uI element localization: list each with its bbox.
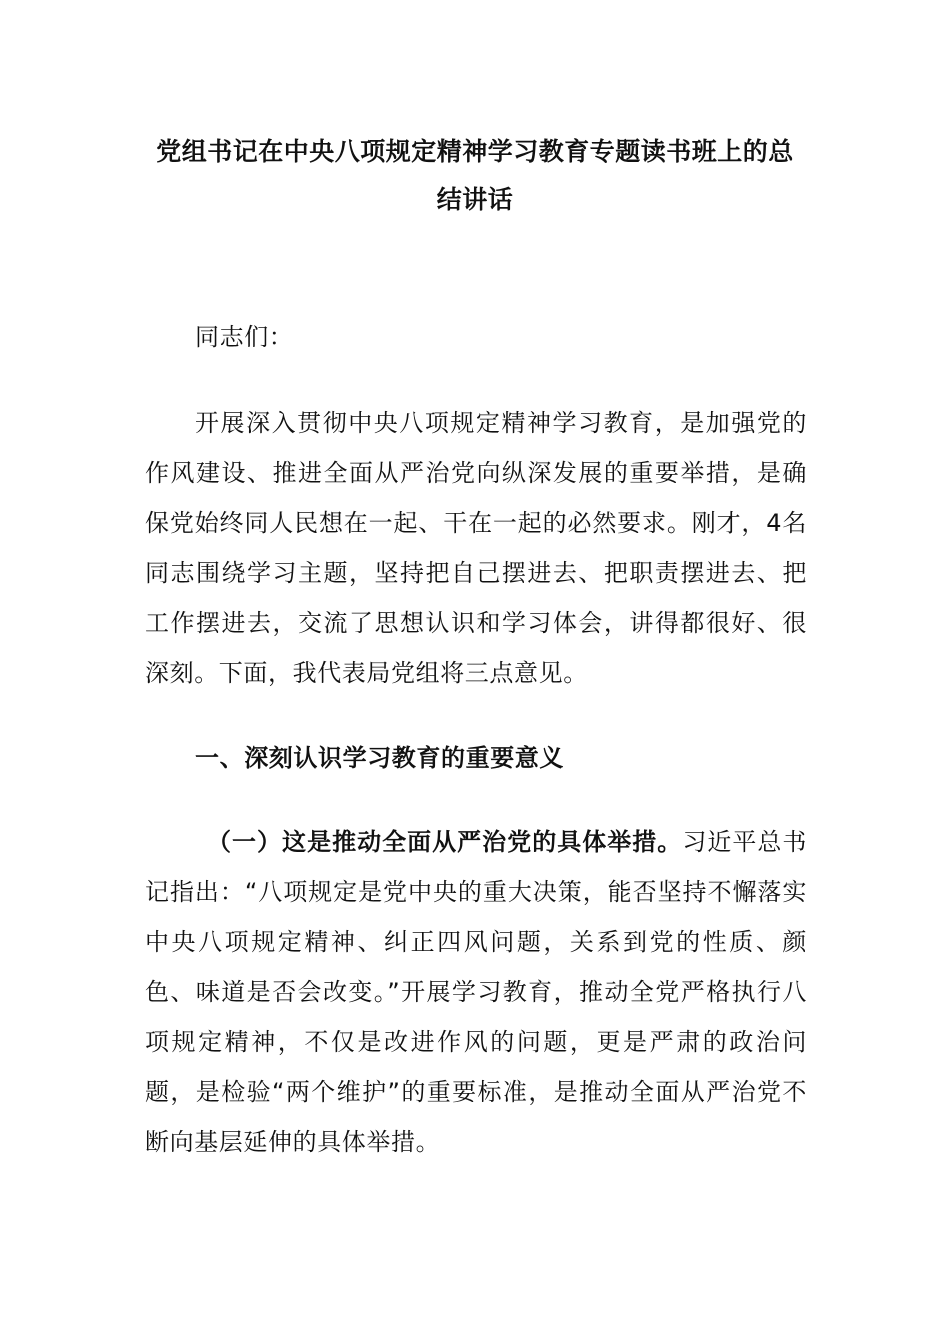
subsection-body: 习近平总书记指出：“八项规定是党中央的重大决策，能否坚持不懈落实中央八项规定精神、纠正四风问题，关系到党的性质、颜色、味道是否会改变。”开展学习教育，推动全党严格执行八项规定精神，不仅是改进作风的问题，更是严肃的政治问题，是检验“两个维护”的重要标准，是推动全面从严治党不断向基层延伸的具体举措。 — [145, 828, 807, 1156]
title-line-1: 党组书记在中央八项规定精神学习教育专题读书班上的总 — [156, 137, 794, 166]
subsection-lead: （一）这是推动全面从严治党的具体举措。 — [207, 828, 683, 856]
title-line-2: 结讲话 — [436, 185, 514, 214]
document-title — [140, 128, 810, 224]
section-heading-1: 一、深刻认识学习教育的重要意义 — [195, 744, 564, 772]
greeting: 同志们： — [195, 323, 294, 351]
paragraph-subsection-1 — [145, 817, 807, 1167]
paragraph-intro: 开展深入贯彻中央八项规定精神学习教育，是加强党的作风建设、推进全面从严治党向纵深发展的重要举措，是确保党始终同人民想在一起、干在一起的必然要求。刚才，4名同志围绕学习主题，坚持把自己摆进去、把职责摆进去、把工作摆进去，交流了思想认识和学习体会，讲得都很好、很深刻。下面，我代表局党组将三点意见。 — [145, 409, 807, 687]
